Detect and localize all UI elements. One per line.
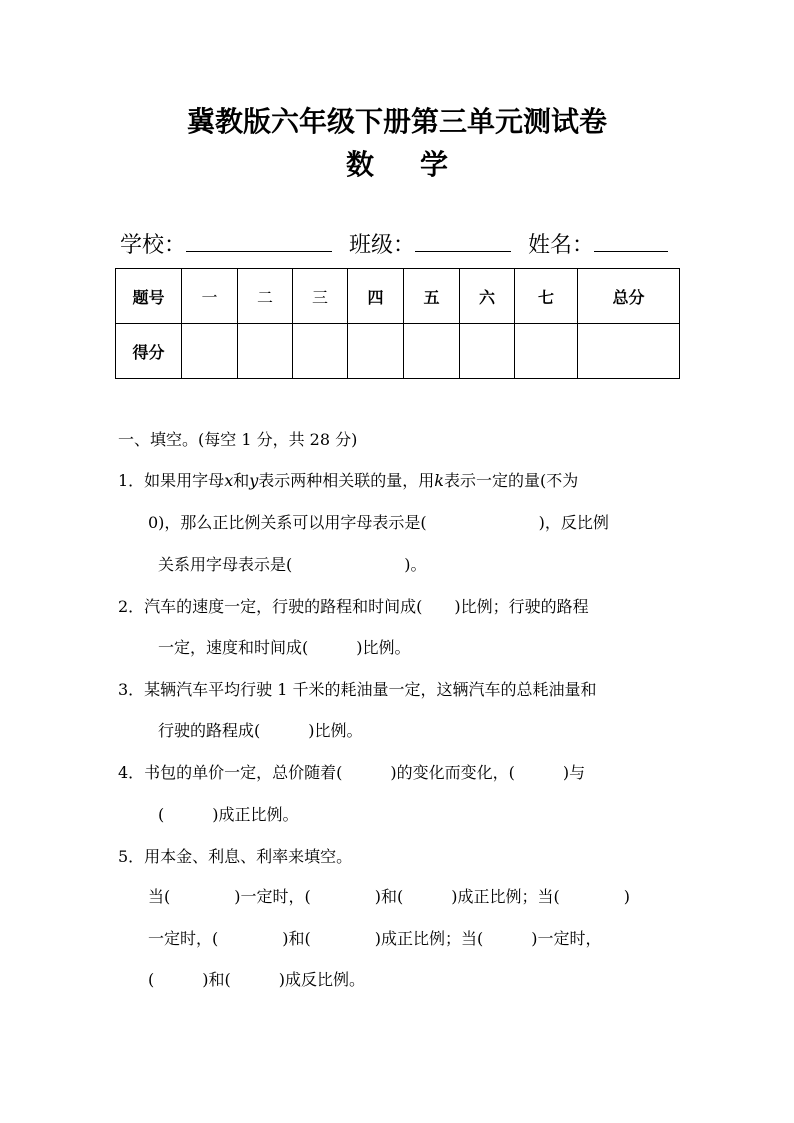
score-cell[interactable] bbox=[293, 324, 348, 379]
score-table-header-row bbox=[116, 269, 680, 324]
score-cell[interactable] bbox=[348, 324, 404, 379]
question-2-line-2: 一定，速度和时间成( )比例。 bbox=[158, 638, 411, 657]
name-label: 姓名： bbox=[528, 233, 595, 258]
question-5-line-2: 当( )一定时，( )和( )成正比例；当( ) bbox=[148, 887, 630, 906]
score-cell[interactable] bbox=[404, 324, 460, 379]
question-5-line-1: 5．用本金、利息、利率来填空。 bbox=[118, 847, 353, 866]
table-cell-score-label: 得分 bbox=[116, 324, 182, 379]
score-table-score-row bbox=[116, 324, 680, 379]
subject-char-1: 数 bbox=[345, 148, 374, 181]
score-cell[interactable] bbox=[460, 324, 515, 379]
subject-char-2: 学 bbox=[420, 148, 449, 181]
question-3-line-2: 行驶的路程成( )比例。 bbox=[158, 721, 363, 740]
score-cell[interactable] bbox=[515, 324, 578, 379]
question-4-line-1: 4．书包的单价一定，总价随着( )的变化而变化，( )与 bbox=[118, 763, 586, 782]
question-5-line-3: 一定时，( )和( )成正比例；当( )一定时， bbox=[148, 929, 602, 948]
name-blank[interactable] bbox=[594, 231, 668, 252]
table-cell-q4: 四 bbox=[348, 269, 404, 324]
school-blank[interactable] bbox=[186, 231, 332, 252]
subject-title bbox=[0, 143, 794, 183]
question-1-line-3: 关系用字母表示是( )。 bbox=[158, 555, 427, 574]
question-2-line-1: 2．汽车的速度一定，行驶的路程和时间成( )比例；行驶的路程 bbox=[118, 597, 589, 616]
score-cell[interactable] bbox=[238, 324, 293, 379]
class-label: 班级： bbox=[349, 233, 416, 258]
class-blank[interactable] bbox=[415, 231, 511, 252]
table-cell-q3: 三 bbox=[293, 269, 348, 324]
table-cell-q1: 一 bbox=[182, 269, 238, 324]
question-1-line-1: 1．如果用字母x和y表示两种相关联的量，用k表示一定的量(不为 bbox=[118, 471, 579, 490]
school-label: 学校： bbox=[120, 233, 187, 258]
section-heading: 一、填空。(每空 1 分，共 28 分) bbox=[118, 430, 358, 449]
table-cell-q7: 七 bbox=[515, 269, 578, 324]
score-cell[interactable] bbox=[182, 324, 238, 379]
table-cell-q2: 二 bbox=[238, 269, 293, 324]
exam-title: 冀教版六年级下册第三单元测试卷 bbox=[186, 105, 607, 138]
question-1-line-2: 0)，那么正比例关系可以用字母表示是( )，反比例 bbox=[148, 513, 609, 532]
student-info-line bbox=[120, 228, 680, 259]
question-5-line-4: ( )和( )成反比例。 bbox=[148, 970, 365, 989]
question-3-line-1: 3．某辆汽车平均行驶 1 千米的耗油量一定，这辆汽车的总耗油量和 bbox=[118, 680, 597, 699]
question-4-line-2: ( )成正比例。 bbox=[158, 805, 299, 824]
score-table bbox=[115, 268, 680, 379]
table-cell-label: 题号 bbox=[116, 269, 182, 324]
table-cell-q6: 六 bbox=[460, 269, 515, 324]
table-cell-total: 总分 bbox=[578, 269, 680, 324]
score-cell[interactable] bbox=[578, 324, 680, 379]
table-cell-q5: 五 bbox=[404, 269, 460, 324]
